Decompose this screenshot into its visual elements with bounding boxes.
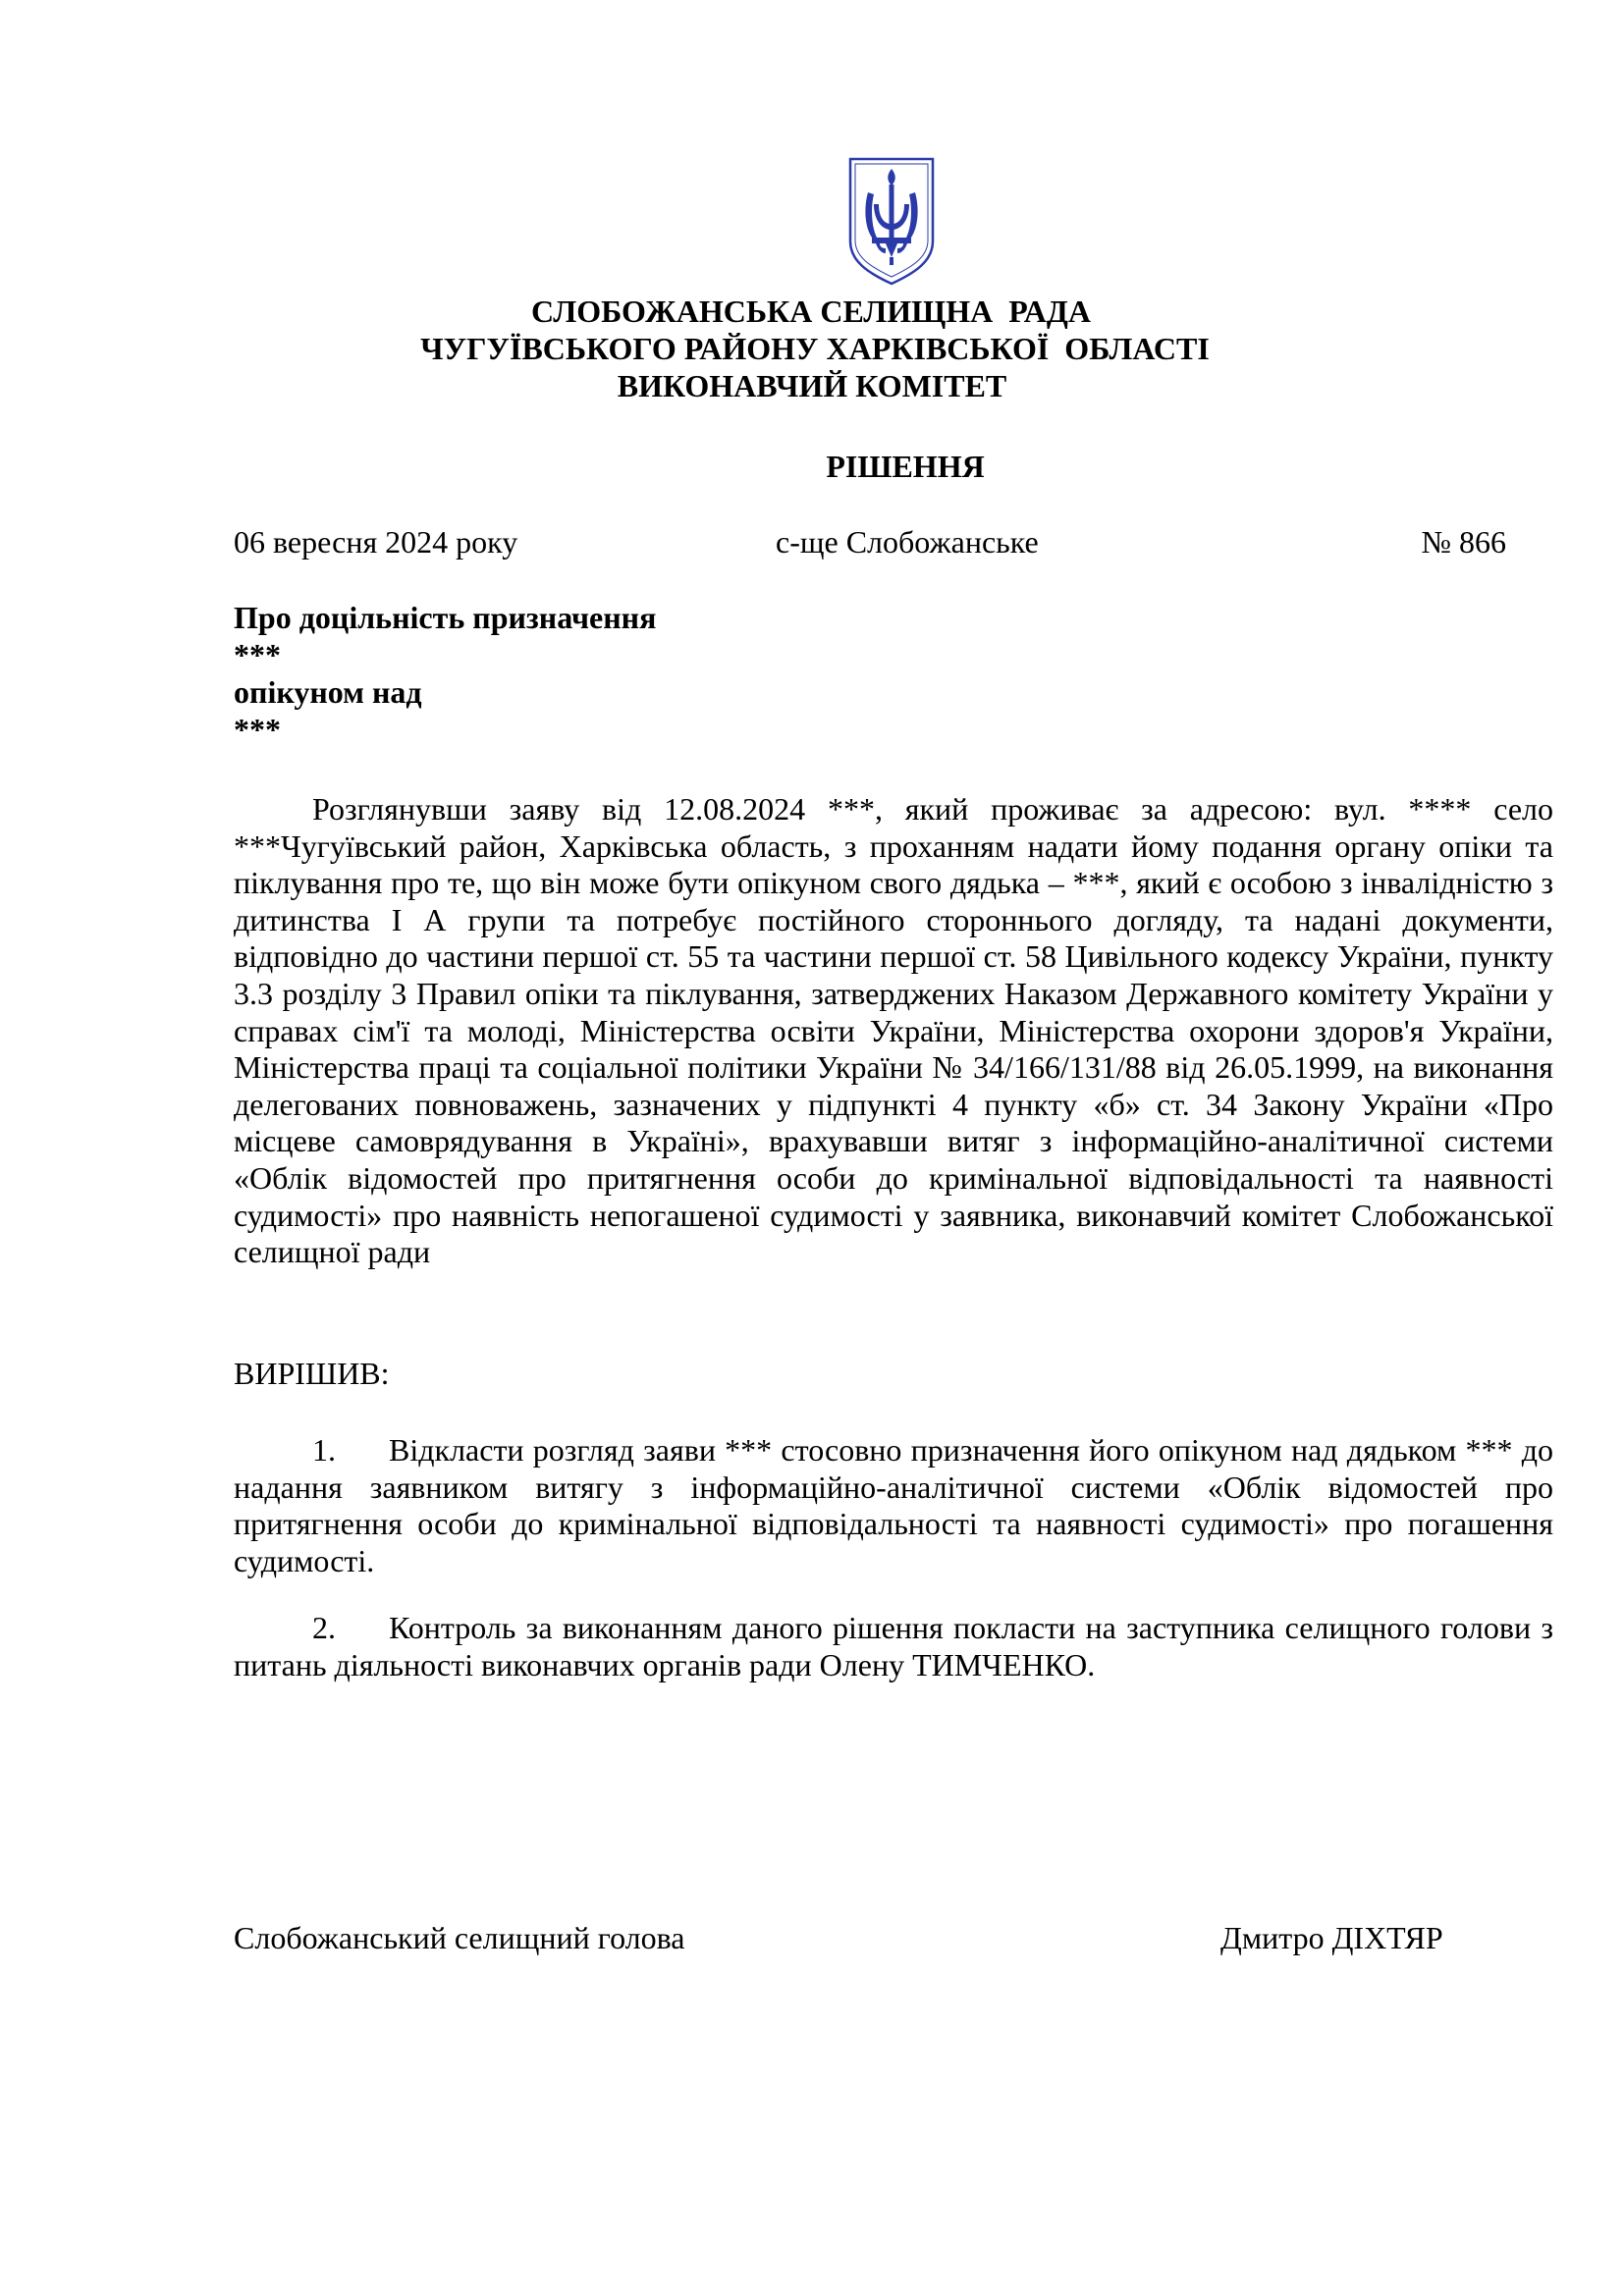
preamble-paragraph: Розглянувши заяву від 12.08.2024 ***, який проживає за адресою: вул. **** село ***Чугуївський район, Харківська область, з проханням надати йому подання органу опіки та піклування про те, що він може бути опікуном свого дядька – ***, який є особою з інвалідністю з дитинства I А групи та потребує постійного стороннього догляду, та надані документи, відповідно до частини першої ст. 55 та частини першої ст. 58 Цивільного кодексу України, пункту 3.3 розділу 3 Правил опіки та піклування, затверджених Наказом Державного комітету України у справах сім'ї та молоді, Міністерства освіти України, Міністерства охорони здоров'я України, Міністерства праці та соціальної політики України № 34/166/131/88 від 26.05.1999, на виконання делегованих повноважень, зазначених у підпункті 4 пункту «б» ст. 34 Закону України «Про місцеве самоврядування в Україні», врахувавши витяг з інформаційно-аналітичної системи «Облік відомостей про притягнення особи до кримінальної відповідальності та наявності судимості» про наявність непогашеної судимості у заявника, виконавчий комітет Слобожанської селищної ради (234, 791, 1553, 1270)
decision-date: 06 вересня 2024 року (234, 524, 518, 560)
decision-subject (234, 599, 656, 748)
resolved-heading: ВИРІШИВ: (234, 1356, 390, 1391)
subject-line: *** (234, 637, 281, 672)
decision-place: с-ще Слобожанське (776, 524, 1039, 560)
item-number: 2. (312, 1610, 336, 1645)
resolution-item (234, 1432, 1553, 1579)
coat-of-arms-icon (846, 155, 937, 288)
district-name: ЧУГУЇВСЬКОГО РАЙОНУ ХАРКІВСЬКОЇ ОБЛАСТІ (420, 331, 1210, 366)
subject-line: *** (234, 712, 281, 747)
dateline (234, 523, 1506, 562)
document-title: РІШЕННЯ (826, 449, 985, 484)
signatory-name: Дмитро ДІХТЯР (1220, 1920, 1443, 1955)
council-name: СЛОБОЖАНСЬКА СЕЛИЩНА РАДА (531, 294, 1091, 329)
committee-name: ВИКОНАВЧИЙ КОМІТЕТ (617, 368, 1007, 403)
subject-line: Про доцільність призначення (234, 600, 657, 635)
decision-number: № 866 (1421, 524, 1506, 560)
item-number: 1. (312, 1432, 336, 1468)
item-text: Контроль за виконанням даного рішення покласти на заступника селищного голови з питань діяльності виконавчих органів ради Олену ТИМЧЕНКО. (234, 1610, 1553, 1682)
resolution-item (234, 1610, 1553, 1683)
item-text: Відкласти розгляд заяви *** стосовно призначення його опікуном над дядьком *** до надання заявником витягу з інформаційно-аналітичної системи «Облік відомостей про притягнення особи до кримінальної відповідальності та наявності судимості» про погашення судимості. (234, 1432, 1553, 1578)
signatory-position: Слобожанський селищний голова (234, 1920, 685, 1955)
subject-line: опікуном над (234, 674, 422, 710)
